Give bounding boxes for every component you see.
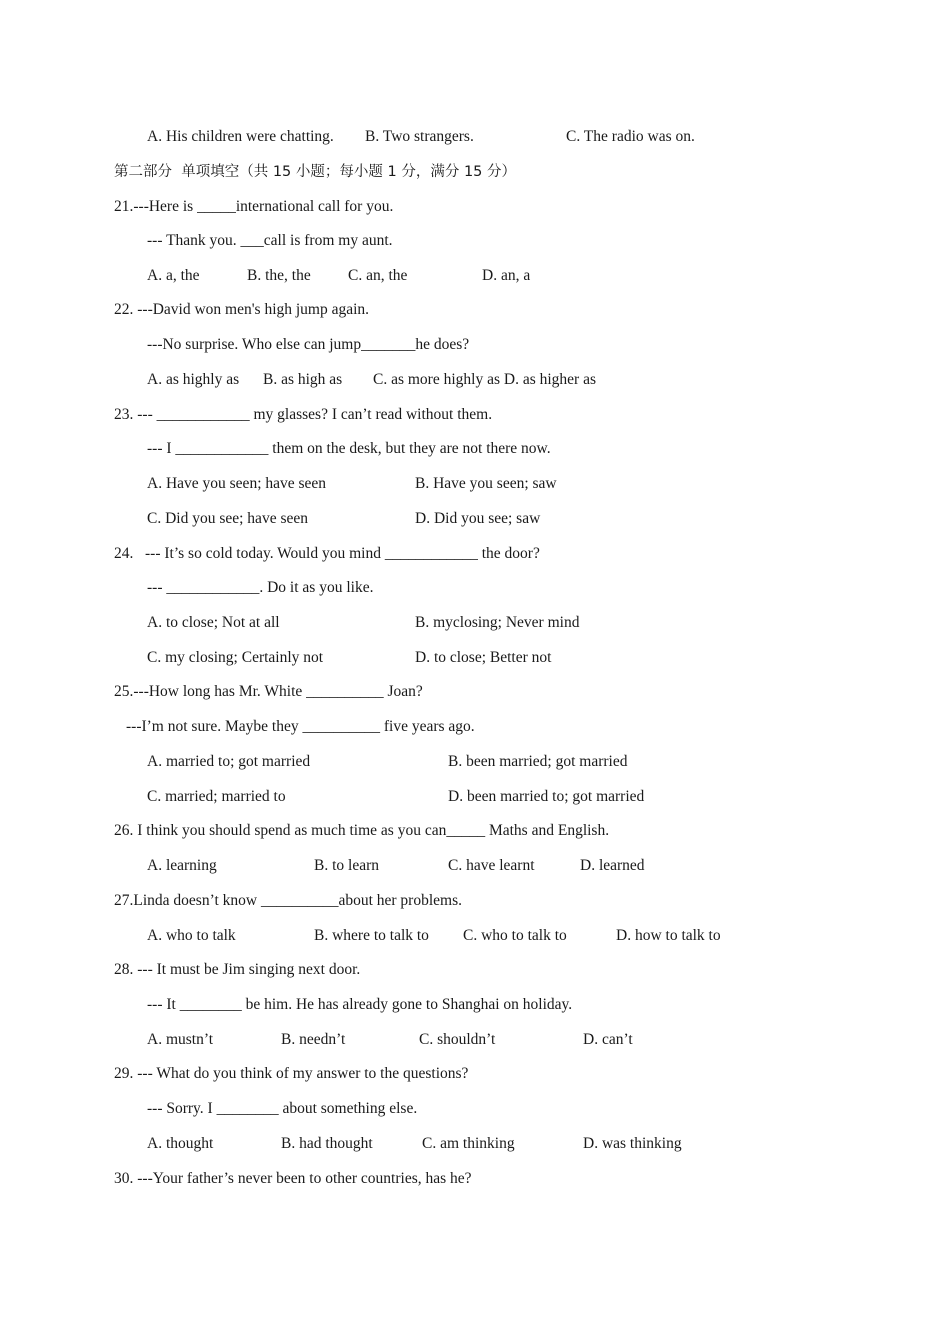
question-23-response: --- I ____________ them on the desk, but they are not there now. <box>147 440 551 457</box>
question-26-option-d: D. learned <box>580 857 645 874</box>
question-23-stem: 23. --- ____________ my glasses? I can’t read without them. <box>114 406 493 423</box>
question-21-stem: 21.---Here is _____international call for you. <box>114 198 394 215</box>
question-26-option-a: A. learning <box>147 857 217 874</box>
question-29-response: --- Sorry. I ________ about something else. <box>147 1100 418 1117</box>
question-25-option-d: D. been married to; got married <box>448 788 645 805</box>
question-21-option-a: A. a, the <box>147 267 200 284</box>
question-24-option-c: C. my closing; Certainly not <box>147 649 324 666</box>
section-heading: 第二部分 单项填空（共 15 小题；每小题 1 分，满分 15 分） <box>114 164 516 180</box>
question-29-option-b: B. had thought <box>281 1135 373 1152</box>
option-a: A. His children were chatting. <box>147 128 334 145</box>
question-24-response: --- ____________. Do it as you like. <box>147 579 374 596</box>
option-b: B. Two strangers. <box>365 128 474 145</box>
question-26-option-c: C. have learnt <box>448 857 535 874</box>
question-29-option-d: D. was thinking <box>583 1135 682 1152</box>
question-21-option-b: B. the, the <box>247 267 311 284</box>
question-23-option-b: B. Have you seen; saw <box>415 475 557 492</box>
question-22-response: ---No surprise. Who else can jump_______he does? <box>147 336 470 353</box>
question-25-option-c: C. married; married to <box>147 788 286 805</box>
question-27-option-c: C. who to talk to <box>463 927 567 944</box>
question-25-option-a: A. married to; got married <box>147 753 311 770</box>
question-28-stem: 28. --- It must be Jim singing next door. <box>114 961 361 978</box>
question-27-option-b: B. where to talk to <box>314 927 429 944</box>
question-28-option-a: A. mustn’t <box>147 1031 214 1048</box>
question-26-stem: 26. I think you should spend as much time as you can_____ Maths and English. <box>114 822 610 839</box>
question-30-stem: 30. ---Your father’s never been to other countries, has he? <box>114 1170 472 1187</box>
question-26-option-b: B. to learn <box>314 857 379 874</box>
question-24-option-b: B. myclosing; Never mind <box>415 614 580 631</box>
question-24-option-d: D. to close; Better not <box>415 649 552 666</box>
question-21-option-d: D. an, a <box>482 267 531 284</box>
question-21-option-c: C. an, the <box>348 267 408 284</box>
question-25-option-b: B. been married; got married <box>448 753 628 770</box>
question-28-option-c: C. shouldn’t <box>419 1031 496 1048</box>
question-27-stem: 27.Linda doesn’t know __________about her problems. <box>114 892 462 909</box>
question-21-response: --- Thank you. ___call is from my aunt. <box>147 232 393 249</box>
question-29-stem: 29. --- What do you think of my answer to the questions? <box>114 1065 469 1082</box>
question-25-response: ---I’m not sure. Maybe they __________ five years ago. <box>126 718 475 735</box>
question-22-option-a: A. as highly as <box>147 371 240 388</box>
question-25-stem: 25.---How long has Mr. White __________ Joan? <box>114 683 423 700</box>
question-28-option-d: D. can’t <box>583 1031 633 1048</box>
question-29-option-a: A. thought <box>147 1135 214 1152</box>
question-22-option-b: B. as high as <box>263 371 343 388</box>
question-22-option-cd: C. as more highly as D. as higher as <box>373 371 596 388</box>
question-24-stem: 24. --- It’s so cold today. Would you mind ____________ the door? <box>114 545 540 562</box>
question-24-option-a: A. to close; Not at all <box>147 614 280 631</box>
question-23-option-c: C. Did you see; have seen <box>147 510 308 527</box>
question-27-option-d: D. how to talk to <box>616 927 721 944</box>
option-c: C. The radio was on. <box>566 128 695 145</box>
question-23-option-a: A. Have you seen; have seen <box>147 475 327 492</box>
question-29-option-c: C. am thinking <box>422 1135 515 1152</box>
question-22-stem: 22. ---David won men's high jump again. <box>114 301 370 318</box>
question-27-option-a: A. who to talk <box>147 927 236 944</box>
question-23-option-d: D. Did you see; saw <box>415 510 541 527</box>
question-28-response: --- It ________ be him. He has already gone to Shanghai on holiday. <box>147 996 573 1013</box>
question-28-option-b: B. needn’t <box>281 1031 346 1048</box>
